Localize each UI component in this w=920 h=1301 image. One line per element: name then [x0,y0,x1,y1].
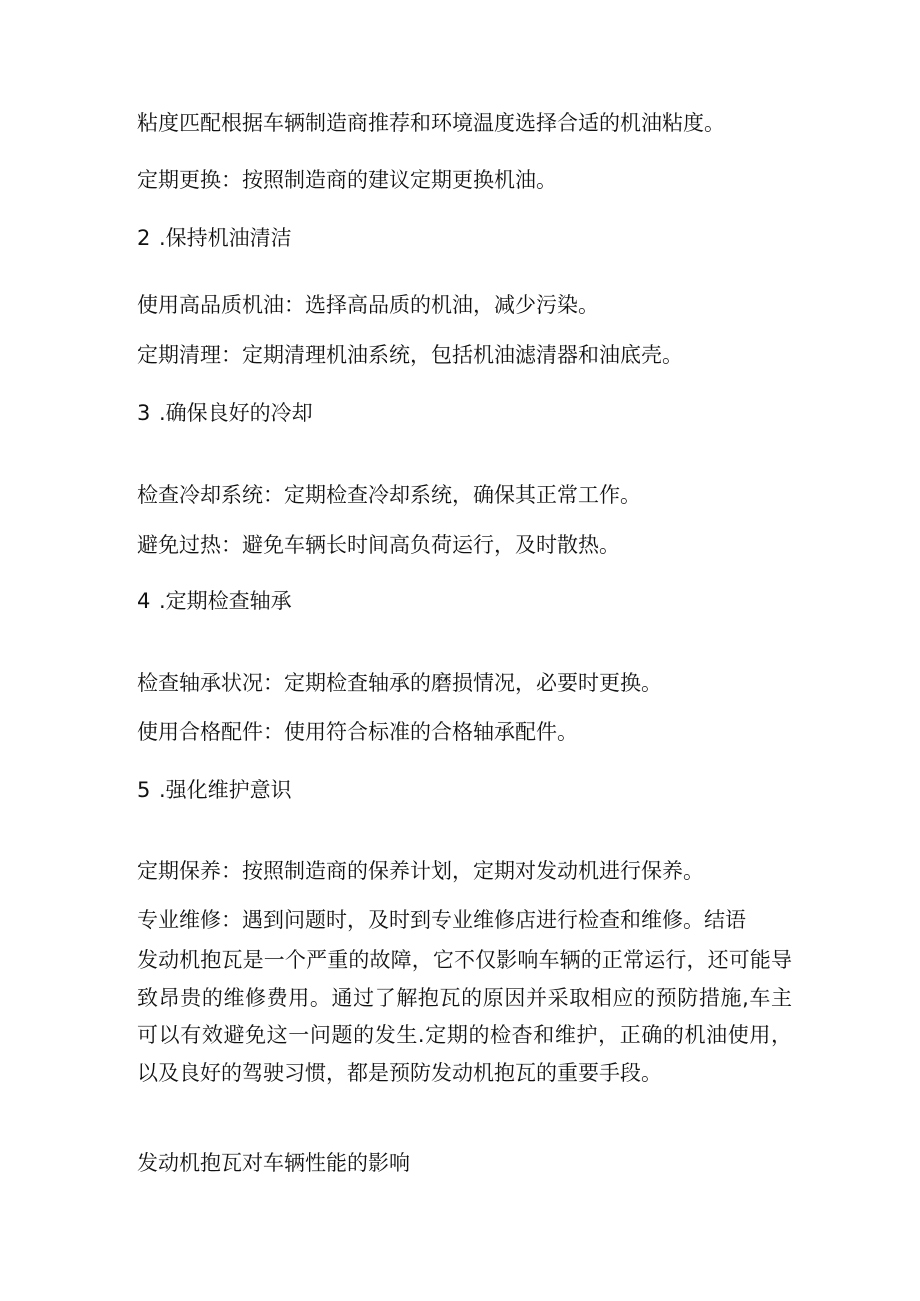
text-line-qualified-parts: 使用合格配件：使用符合标准的合格轴承配件。 [137,720,578,744]
section-heading-4 [137,586,292,616]
text-line-bearing-check: 检查轴承状况：定期检査轴承的磨损情况，必要时更换。 [137,671,662,695]
text-line-regular-maintenance: 定期保养：按照制造商的保养计划，定期对发动机进行保养。 [137,859,704,883]
section-title: .确保良好的冷却 [159,401,313,425]
section-number: 3 [137,401,151,425]
text-line-regular-change: 定期更换：按照制造商的建议定期更换机油。 [137,168,557,192]
conclusion-paragraph: 发动机抱瓦是一个严重的故障，它不仅影响车辆的正常运行，还可能导致昂贵的维修费用。通过了解抱瓦的原因并采取相应的预防措施,车主可以有效避免这一问题的发生.定期的检杳和维护，正确的机油使用，以及良好的驾驶习惯，都是预防发动机抱瓦的重要手段。 [137,948,792,1085]
text-line-cooling-check: 检查冷却系统：定期检查冷却系统，确保其正常工作。 [137,483,641,507]
section-number: 4 [137,589,151,613]
text-line-regular-cleaning: 定期清理：定期清理机油系统，包括机油滤清器和油底壳。 [137,343,683,367]
section-heading-2 [137,223,292,253]
section-number: 2 [137,226,151,250]
section-number: 5 [137,778,151,802]
text-line-quality-oil: 使用高品质机油：选择高品质的机油，减少污染。 [137,293,599,317]
section-heading-3 [137,398,313,428]
section-title: .强化维护意识 [159,778,292,802]
text-line-viscosity: 粘度匹配根据车辆制造商推荐和环境温度选择合适的机油粘度。 [137,111,725,135]
text-line-professional-repair: 专业维修：遇到问题时，及时到专业维修店进行检查和维修。结语 [137,908,746,932]
section-title: .定期检查轴承 [159,589,292,613]
text-line-avoid-overheat: 避免过热：避免车辆长时间高负荷运行，及时散热。 [137,533,620,557]
section-heading-5 [137,775,292,805]
text-line-final-heading: 发动机抱瓦对车辆性能的影响 [137,1151,410,1175]
section-title: .保持机油清洁 [159,226,292,250]
